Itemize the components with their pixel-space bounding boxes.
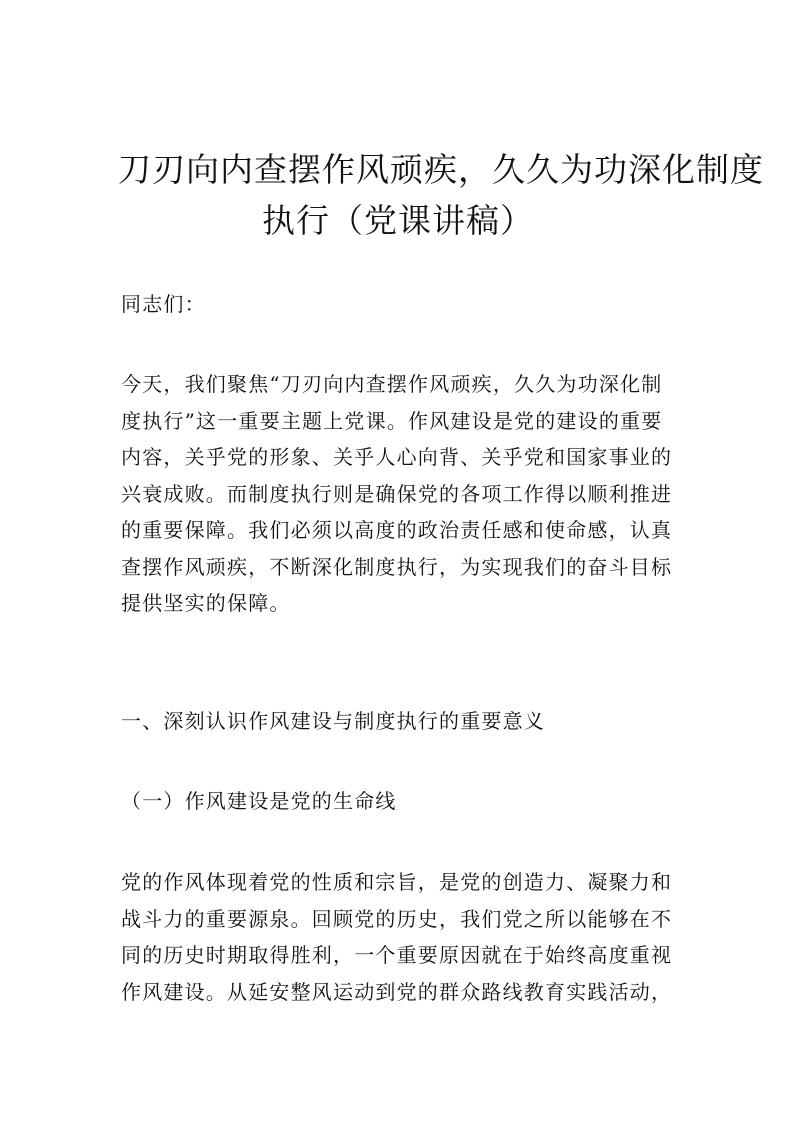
text-line: 作风建设。从延安整风运动到党的群众路线教育实践活动，	[121, 979, 673, 1004]
text-line: 战斗力的重要源泉。回顾党的历史，我们党之所以能够在不	[121, 906, 673, 931]
body-paragraph	[121, 864, 677, 1010]
subsection-heading: （一）作风建设是党的生命线	[121, 789, 397, 813]
text-line: 查摆作风顽疾，不断深化制度执行，为实现我们的奋斗目标	[121, 554, 673, 579]
title-line: 刀刃向内查摆作风顽疾，久久为功深化制度	[118, 150, 764, 190]
text-line: 的重要保障。我们必须以高度的政治责任感和使命感，认真	[121, 518, 673, 542]
text-line: 提供坚实的保障。	[121, 591, 291, 615]
text-line: 兴衰成败。而制度执行则是确保党的各项工作得以顺利推进	[121, 481, 673, 506]
intro-paragraph	[121, 366, 677, 622]
section-heading: 一、深刻认识作风建设与制度执行的重要意义	[121, 709, 545, 733]
text-line: 同的历史时期取得胜利，一个重要原因就在于始终高度重视	[121, 943, 673, 967]
title-line: 执行（党课讲稿）	[262, 201, 534, 241]
document-title	[118, 144, 764, 246]
text-line: 党的作风体现着党的性质和宗旨，是党的创造力、凝聚力和	[121, 870, 673, 894]
greeting: 同志们：	[121, 292, 206, 316]
text-line: 今天，我们聚焦“刀刃向内查摆作风顽疾，久久为功深化制	[121, 372, 663, 396]
text-line: 内容，关乎党的形象、关乎人心向背、关乎党和国家事业的	[121, 445, 673, 469]
text-line: 度执行”这一重要主题上党课。作风建设是党的建设的重要	[121, 408, 663, 433]
